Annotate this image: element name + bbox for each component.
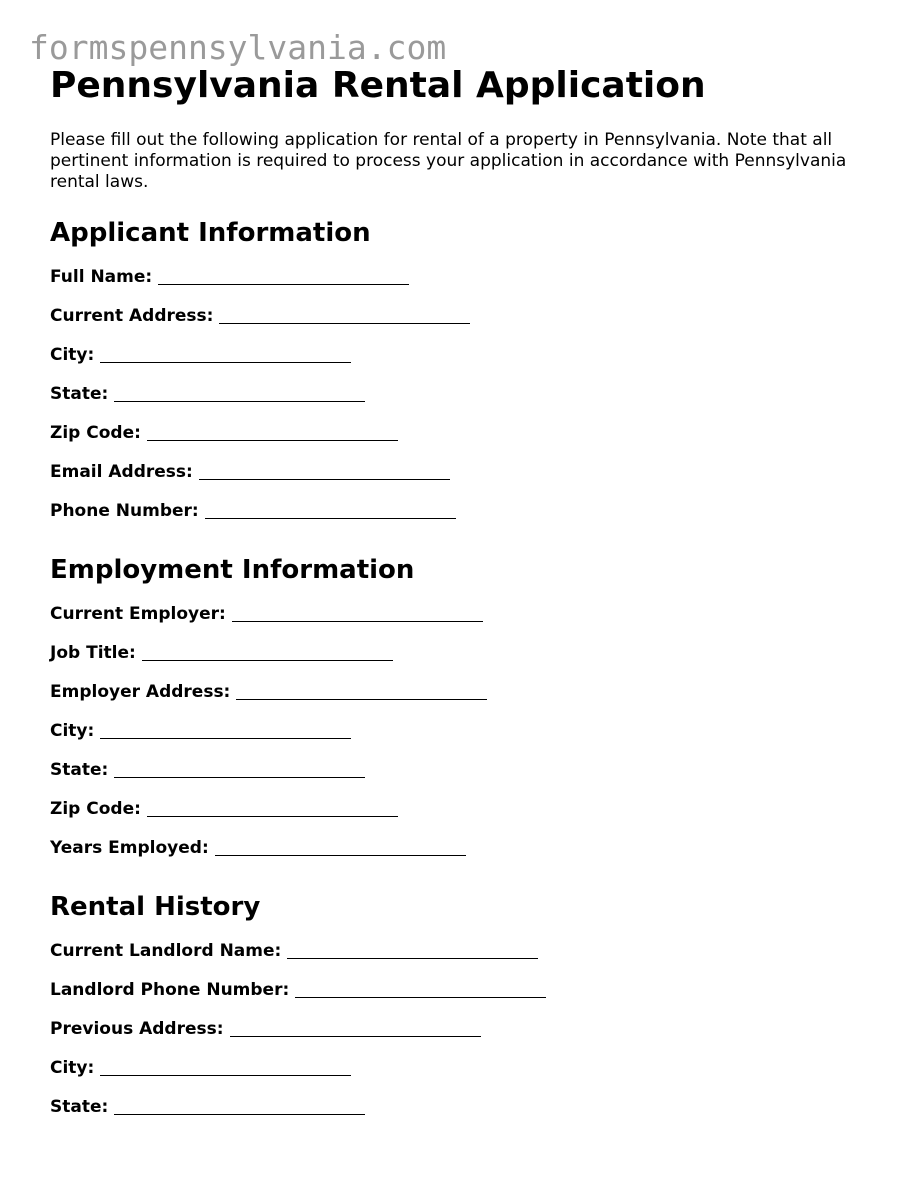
field-label: City: <box>50 721 95 741</box>
field-label: State: <box>50 760 109 780</box>
current-landlord-name-blank[interactable] <box>287 941 538 959</box>
years-employed-field <box>50 838 870 877</box>
field-label: Job Title: <box>50 643 136 663</box>
landlord-phone-number-field <box>50 980 870 1019</box>
phone-number-field <box>50 501 870 540</box>
phone-number-blank[interactable] <box>205 501 456 519</box>
employer-city-blank[interactable] <box>100 721 351 739</box>
employment-information-section <box>50 554 870 877</box>
current-landlord-name-field <box>50 941 870 980</box>
field-label: Previous Address: <box>50 1019 224 1039</box>
rental-history-heading: Rental History <box>50 892 261 922</box>
field-label: Phone Number: <box>50 501 199 521</box>
field-label: City: <box>50 345 95 365</box>
field-label: Full Name: <box>50 267 153 287</box>
email-address-field <box>50 462 870 501</box>
field-label: State: <box>50 1097 109 1117</box>
landlord-phone-number-blank[interactable] <box>295 980 546 998</box>
intro-paragraph: Please fill out the following application for rental of a property in Pennsylvania. Note that all pertinent information is required to process your application in accordance with Pennsylvania rental laws. <box>50 130 847 192</box>
previous-city-field <box>50 1058 870 1097</box>
page-title: Pennsylvania Rental Application <box>50 65 706 106</box>
current-address-field <box>50 306 870 345</box>
city-field <box>50 345 870 384</box>
zip-code-blank[interactable] <box>147 423 398 441</box>
employment-field-list <box>50 604 870 877</box>
previous-city-blank[interactable] <box>100 1058 351 1076</box>
job-title-field <box>50 643 870 682</box>
applicant-information-section <box>50 217 870 540</box>
job-title-blank[interactable] <box>142 643 393 661</box>
previous-address-blank[interactable] <box>230 1019 481 1037</box>
field-label: Zip Code: <box>50 799 141 819</box>
previous-address-field <box>50 1019 870 1058</box>
field-label: Zip Code: <box>50 423 141 443</box>
zip-code-field <box>50 423 870 462</box>
applicant-field-list <box>50 267 870 540</box>
document-page <box>50 62 870 1136</box>
applicant-information-heading: Applicant Information <box>50 218 371 248</box>
employer-address-blank[interactable] <box>236 682 487 700</box>
employer-state-field <box>50 760 870 799</box>
rental-history-section <box>50 891 870 1136</box>
state-field <box>50 384 870 423</box>
watermark: formspennsylvania.com <box>29 28 447 67</box>
previous-state-field <box>50 1097 870 1136</box>
field-label: State: <box>50 384 109 404</box>
current-employer-field <box>50 604 870 643</box>
state-blank[interactable] <box>114 384 365 402</box>
field-label: Current Address: <box>50 306 214 326</box>
field-label: Employer Address: <box>50 682 231 702</box>
email-address-blank[interactable] <box>199 462 450 480</box>
employer-state-blank[interactable] <box>114 760 365 778</box>
employment-information-heading: Employment Information <box>50 555 415 585</box>
field-label: City: <box>50 1058 95 1078</box>
previous-state-blank[interactable] <box>114 1097 365 1115</box>
current-employer-blank[interactable] <box>232 604 483 622</box>
employer-address-field <box>50 682 870 721</box>
full-name-blank[interactable] <box>158 267 409 285</box>
field-label: Years Employed: <box>50 838 209 858</box>
city-blank[interactable] <box>100 345 351 363</box>
current-address-blank[interactable] <box>219 306 470 324</box>
field-label: Landlord Phone Number: <box>50 980 290 1000</box>
field-label: Current Landlord Name: <box>50 941 282 961</box>
rental-field-list <box>50 941 870 1136</box>
employer-zip-code-blank[interactable] <box>147 799 398 817</box>
full-name-field <box>50 267 870 306</box>
employer-zip-code-field <box>50 799 870 838</box>
field-label: Current Employer: <box>50 604 226 624</box>
years-employed-blank[interactable] <box>215 838 466 856</box>
field-label: Email Address: <box>50 462 193 482</box>
employer-city-field <box>50 721 870 760</box>
